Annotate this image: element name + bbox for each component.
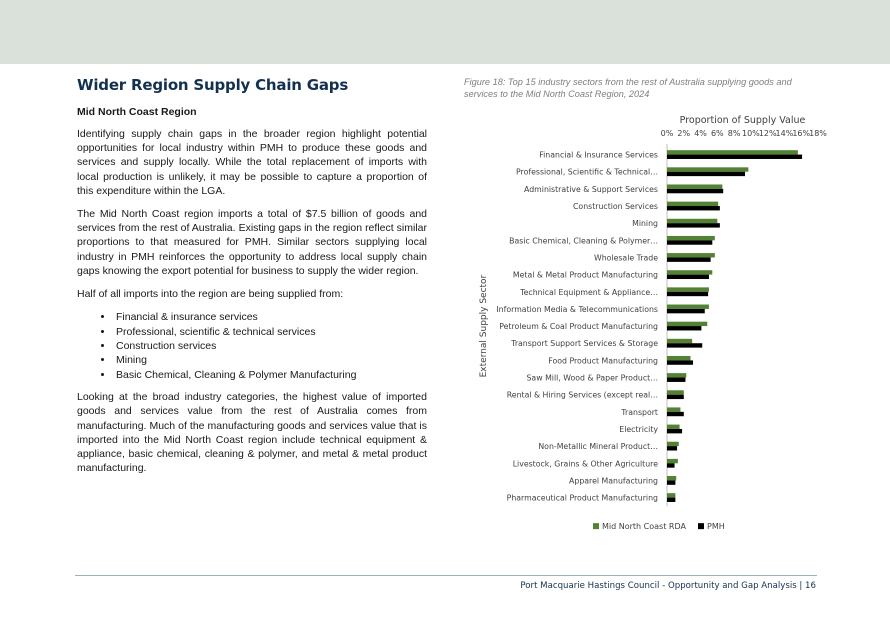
chart-title: Proportion of Supply Value	[679, 115, 806, 126]
bar-pmh	[667, 206, 720, 210]
category-label: Basic Chemical, Cleaning & Polymer…	[509, 236, 658, 246]
bar-pmh	[667, 412, 684, 416]
bar-pmh	[667, 343, 702, 347]
category-label: Construction Services	[572, 202, 658, 212]
bar-rda	[667, 184, 722, 188]
bar-pmh	[667, 360, 693, 364]
bar-rda	[667, 476, 676, 480]
bar-pmh	[667, 429, 682, 433]
list-item: • Mining	[114, 353, 427, 367]
section-subheading: Mid North Coast Region	[77, 106, 197, 118]
x-tick-label: 6%	[710, 129, 724, 138]
list-item: • Construction services	[114, 339, 427, 353]
category-label: Apparel Manufacturing	[569, 476, 658, 486]
bar-rda	[667, 390, 684, 394]
paragraph-half-imports: Half of all imports into the region are being supplied from:	[77, 288, 344, 301]
bar-rda	[667, 356, 690, 360]
bar-pmh	[667, 292, 708, 296]
x-tick-label: 8%	[727, 129, 741, 138]
paragraph-closing: Looking at the broad industry categories, the highest value of imported goods and services value from the rest of Australia comes from manufacturing. Much of the manufacturing goods and services value that is imported into the Mid North Coast region include technical equipment & appliance, basic chemical, cleaning & polymer, and metal & metal product manufacturing.	[77, 391, 427, 475]
category-label: Livestock, Grains & Other Agriculture	[512, 459, 658, 469]
x-tick-label: 10%	[741, 129, 760, 138]
bar-pmh	[667, 480, 675, 484]
text-column	[77, 76, 427, 484]
category-label: Mining	[632, 219, 658, 229]
bar-rda	[667, 373, 686, 377]
category-label: Metal & Metal Product Manufacturing	[512, 270, 658, 280]
bar-pmh	[667, 275, 709, 279]
legend-label: Mid North Coast RDA	[602, 522, 686, 532]
bar-pmh	[667, 446, 677, 450]
bar-rda	[667, 425, 680, 429]
category-label: Transport	[621, 407, 658, 417]
bar-pmh	[667, 223, 720, 227]
y-axis-title: External Supply Sector	[479, 274, 489, 378]
bar-rda	[667, 493, 675, 497]
category-label: Information Media & Telecommunications	[496, 304, 658, 314]
bar-rda	[667, 305, 709, 309]
footer-divider	[75, 575, 817, 576]
category-label: Electricity	[619, 424, 658, 434]
page-title: Wider Region Supply Chain Gaps	[77, 76, 349, 94]
category-label: Technical Equipment & Appliance…	[520, 287, 658, 297]
list-item: • Financial & insurance services	[114, 310, 427, 324]
category-label: Professional, Scientific & Technical…	[515, 167, 658, 177]
category-label: Rental & Hiring Services (except real…	[506, 390, 658, 400]
bar-rda	[667, 407, 680, 411]
category-label: Administrative & Support Services	[524, 184, 658, 194]
bar-pmh	[667, 395, 684, 399]
category-label: Petroleum & Coal Product Manufacturing	[499, 322, 658, 332]
header-band	[0, 0, 890, 64]
bar-pmh	[667, 309, 705, 313]
category-label: Saw Mill, Wood & Paper Product…	[526, 373, 658, 383]
bar-rda	[667, 219, 717, 223]
bar-rda	[667, 287, 709, 291]
bar-rda	[667, 236, 715, 240]
import-sources-list	[77, 310, 427, 382]
bar-rda	[667, 150, 798, 154]
x-tick-label: 4%	[694, 129, 707, 138]
list-item: • Professional, scientific & technical services	[114, 325, 427, 339]
x-tick-label: 18%	[809, 129, 827, 138]
bar-pmh	[667, 498, 675, 502]
bar-rda	[667, 339, 692, 343]
bar-pmh	[667, 189, 723, 193]
bar-rda	[667, 322, 707, 326]
bar-pmh	[667, 326, 701, 330]
category-label: Transport Support Services & Storage	[511, 339, 658, 349]
legend-swatch	[593, 523, 599, 529]
legend-swatch	[698, 523, 704, 529]
x-tick-label: 2%	[677, 129, 691, 138]
figure-caption: Figure 18: Top 15 industry sectors from the rest of Australia supplying goods and services to the Mid North Coast Region, 2024	[464, 77, 792, 99]
bar-rda	[667, 270, 712, 274]
bar-pmh	[667, 257, 711, 261]
bar-pmh	[667, 172, 745, 176]
bar-pmh	[667, 463, 675, 467]
chart-svg	[470, 108, 850, 548]
category-label: Non-Metallic Mineral Product…	[538, 442, 658, 452]
paragraph-imports: The Mid North Coast region imports a total of $7.5 billion of goods and services from the rest of Australia. Existing gaps in the region reflect similar proportions to that measured for PMH. Similar sectors supplying local industry in PMH reinforces the opportunity to address local supply chain gaps knowing the export potential for business to supply the wider region.	[77, 208, 427, 277]
bar-rda	[667, 442, 679, 446]
x-tick-label: 16%	[792, 129, 811, 138]
bar-rda	[667, 459, 678, 463]
bar-pmh	[667, 240, 712, 244]
list-item: • Basic Chemical, Cleaning & Polymer Manufacturing	[114, 368, 427, 382]
category-label: Food Product Manufacturing	[548, 356, 658, 366]
category-label: Pharmaceutical Product Manufacturing	[506, 493, 658, 503]
bar-rda	[667, 167, 748, 171]
x-tick-label: 12%	[758, 129, 777, 138]
paragraph-intro: Identifying supply chain gaps in the broader region highlight potential opportunities for local industry within PMH to produce these goods and services and supply locally. While the total replacement of imports with local production is unlikely, it may be possible to capture a proportion of this expenditure within the LGA.	[77, 128, 427, 197]
footer-text: Port Macquarie Hastings Council - Opportunity and Gap Analysis | 16	[520, 581, 816, 591]
bar-rda	[667, 202, 718, 206]
supply-sector-chart	[470, 108, 850, 553]
category-label: Financial & Insurance Services	[539, 150, 658, 160]
x-tick-label: 0%	[660, 129, 674, 138]
bar-pmh	[667, 378, 685, 382]
bar-pmh	[667, 155, 802, 159]
category-label: Wholesale Trade	[593, 253, 658, 263]
legend-label: PMH	[707, 522, 725, 532]
x-tick-label: 14%	[775, 129, 794, 138]
bar-rda	[667, 253, 715, 257]
